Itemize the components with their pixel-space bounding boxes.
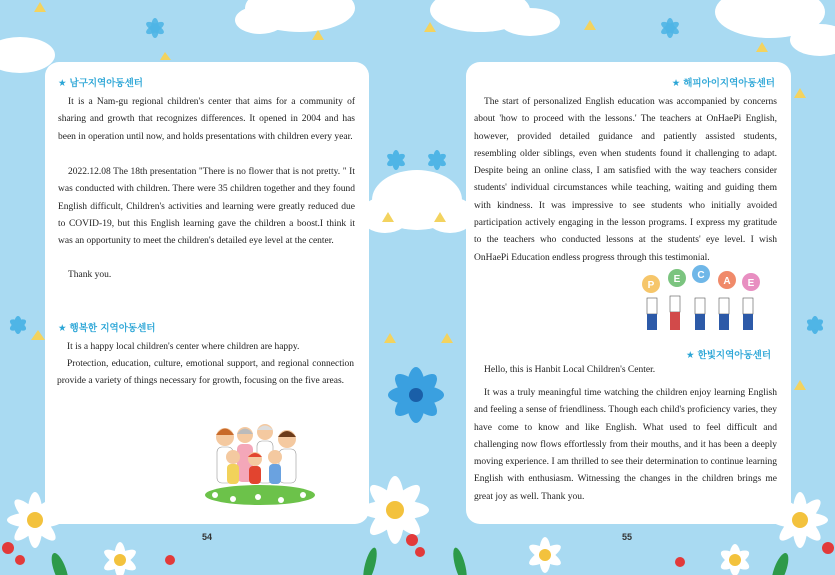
section-heading: ★ 해피아이지역아동센터	[671, 78, 775, 89]
star-icon: ★	[686, 350, 695, 361]
paragraph: Hello, this is Hanbit Local Children's Center.	[484, 365, 656, 375]
star-icon: ★	[58, 323, 67, 334]
paragraph: The start of personalized English education was accompanied by concerns about 'how to proceed with the lessons.' The teachers at OnHaePi English, however, provided detailed guidance and patiently assisted students, resembling older siblings, even when students found it challenging to adapt. Despite being an online class, I am satisfied with the way teachers consider students' individual circumstances while teaching, waiting and guiding them with kindness. It was impressive to see students who initially avoided participation actively engaging in the lesson programs. I express my gratitude to the teachers who conducted lessons at the students' eye level. I wish OnHaePi Education endless progress through this testimonial.	[474, 97, 777, 263]
family-illustration	[203, 417, 318, 507]
paragraph: Protection, education, culture, emotional support, and regional connection provide a variety of things necessary for growth, focusing on the five areas.	[57, 359, 354, 387]
paragraph: It was a truly meaningful time watching the children enjoy learning English and feeling a sense of friendliness. Though each child's proficiency varies, they have come to know and like English. What used to feel difficult and challenging now flows effortlessly from their mouths, and it has been a deeply moving experience. I am thrilled to see their determination to continue learning English with enthusiasm. Witnessing the changes in the children brings me great joy as well. Thank you.	[474, 388, 777, 502]
paragraph: 2022.12.08 The 18th presentation "There is no flower that is not pretty. " It was conducted with children. There were 35 children together and they found English difficult, Children's activities and learning were greatly reduced due to COVID-19, but this English learning gave the children a boost.I think it was an opportunity to meet the children's detailed eye level at the center.	[58, 167, 355, 247]
paragraph: Thank you.	[68, 270, 112, 280]
letter-card: C	[697, 270, 705, 281]
section-heading: ★ 행복한 지역아동센터	[58, 323, 156, 334]
letter-card: P	[647, 280, 655, 291]
page-number: 54	[202, 532, 213, 542]
letter-card: E	[673, 274, 681, 285]
left-page	[45, 62, 369, 542]
letter-card: A	[723, 276, 731, 287]
page-number: 55	[622, 532, 633, 542]
kids-letters-illustration	[639, 268, 764, 332]
right-page	[466, 62, 791, 542]
section-heading: ★ 한빛지역아동센터	[686, 350, 771, 361]
star-icon: ★	[671, 78, 681, 89]
paragraph: It is a happy local children's center where children are happy.	[67, 342, 300, 352]
paragraph: It is a Nam-gu regional children's center that aims for a community of sharing and growth that recognizes differences. It opened in 2004 and has been in operation until now, and holds presentations with children every year.	[58, 97, 355, 142]
section-heading: ★ 남구지역아동센터	[58, 78, 143, 89]
star-icon: ★	[58, 78, 67, 89]
letter-card: E	[747, 278, 755, 289]
